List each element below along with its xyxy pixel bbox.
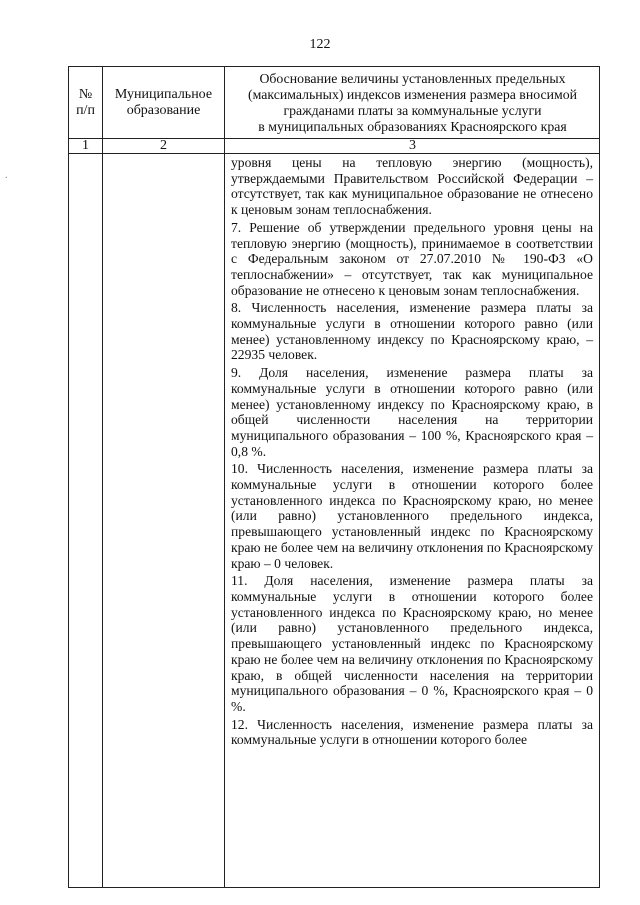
header-number: № п/п	[76, 86, 95, 118]
margin-mark: .	[5, 170, 8, 181]
paragraph: 12. Численность населения, изменение размера платы за коммунальные услуги в отношении которого более	[231, 716, 593, 748]
justification-table	[68, 66, 600, 888]
paragraph: 8. Численность населения, изменение размера платы за коммунальные услуги в отношении которого равно (или менее) установленному индексу по Красноярскому краю, – 22935 человек.	[231, 300, 593, 363]
column-divider	[224, 67, 225, 887]
header-justification: Обоснование величины установленных предельных (максимальных) индексов изменения размера вносимой гражданами платы за коммунальные услуги в муниципальных образованиях Красноярского края	[248, 70, 577, 134]
column-number-3: 3	[409, 138, 416, 153]
paragraph: уровня цены на тепловую энергию (мощность), утверждаемыми Правительством Российской Федерации – отсутствует, так как муниципальное образование не отнесено к ценовым зонам теплоснабжения.	[231, 155, 593, 218]
justification-text	[231, 155, 593, 750]
column-divider	[102, 67, 103, 887]
paragraph: 7. Решение об утверждении предельного уровня цены на тепловую энергию (мощность), принимаемое в соответствии с Федеральным законом от 27.07.2010 № 190-ФЗ «О теплоснабжении» – отсутствует, так как муниципальное образование не отнесено к ценовым зонам теплоснабжения.	[231, 219, 593, 298]
paragraph: 9. Доля населения, изменение размера платы за коммунальные услуги в отношении которого равно (или менее) установленному индексу по Красноярскому краю, в общей численности населения на территории муниципального образования – 100 %, Красноярского края – 0,8 %.	[231, 365, 593, 459]
column-number-1: 1	[82, 138, 89, 153]
paragraph: 10. Численность населения, изменение размера платы за коммунальные услуги в отношении которого более установленного индекса по Красноярскому краю, но менее (или равно) установленного предельного индекса, превышающего установленный индекс по Красноярскому краю не более чем на величину отклонения по Красноярскому краю – 0 человек.	[231, 461, 593, 571]
paragraph: 11. Доля населения, изменение размера платы за коммунальные услуги в отношении которого более установленного индекса по Красноярскому краю, но менее (или равно) установленного предельного индекса, превышающего установленный индекс по Красноярскому краю не более чем на величину отклонения по Красноярскому краю, в общей численности населения на территории муниципального образования – 0 %, Красноярского края – 0 %.	[231, 573, 593, 714]
page-number: 122	[309, 37, 331, 52]
column-number-2: 2	[160, 138, 167, 153]
header-municipality: Муниципальное образование	[114, 86, 213, 118]
